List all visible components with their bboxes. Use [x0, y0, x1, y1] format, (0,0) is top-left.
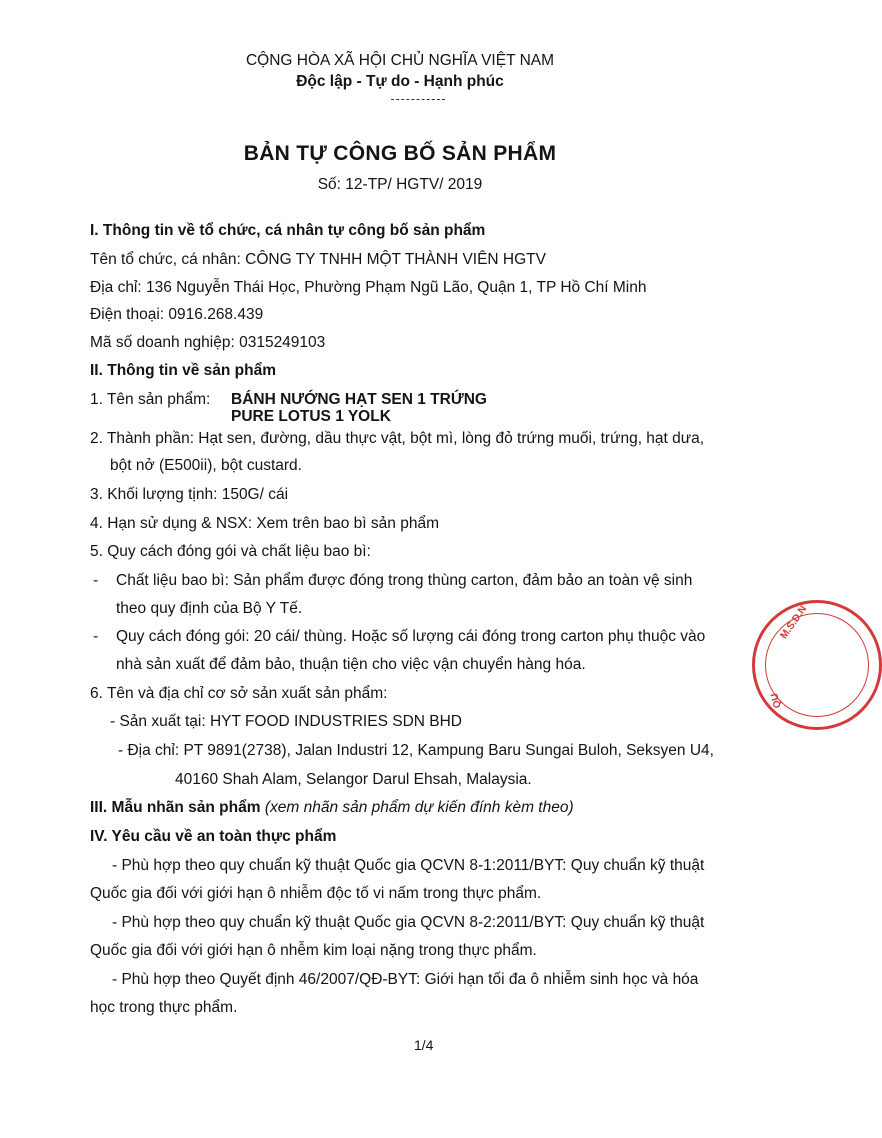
header-divider	[391, 99, 445, 100]
seal-text-top: M.S.D.N	[778, 603, 810, 642]
bullet-dash: -	[93, 628, 99, 645]
section-1-heading: I. Thông tin về tổ chức, cá nhân tự công bố sản phẩm	[90, 222, 486, 239]
national-motto: Độc lập - Tự do - Hạnh phúc	[296, 73, 504, 90]
page-number: 1/4	[414, 1037, 434, 1053]
safety-req-3-line-2: học trong thực phẩm.	[90, 999, 238, 1016]
manufacturer-heading: 6. Tên và địa chỉ cơ sở sản xuất sản phẩm:	[90, 685, 388, 702]
national-header: CỘNG HÒA XÃ HỘI CHỦ NGHĨA VIỆT NAM	[245, 52, 555, 69]
packaging-spec-line-2: nhà sản xuất để đảm bảo, thuận tiện cho việc vận chuyển hàng hóa.	[116, 656, 586, 673]
product-name-en: PURE LOTUS 1 YOLK	[231, 408, 391, 425]
safety-req-3-line-1: - Phù hợp theo Quyết định 46/2007/QĐ-BYT: Giới hạn tối đa ô nhiễm sinh học và hóa	[112, 971, 699, 988]
packaging-material-line-2: theo quy định của Bộ Y Tế.	[116, 600, 303, 617]
document-number: Số: 12-TP/ HGTV/ 2019	[317, 176, 483, 193]
ingredients-line-1: 2. Thành phần: Hạt sen, đường, dầu thực vật, bột mì, lòng đỏ trứng muối, trứng, hạt dưa,	[90, 430, 705, 447]
section-3	[90, 799, 574, 817]
org-name: Tên tổ chức, cá nhân: CÔNG TY TNHH MỘT THÀNH VIÊN HGTV	[90, 251, 546, 268]
net-weight: 3. Khối lượng tịnh: 150G/ cái	[90, 486, 289, 503]
safety-req-2-line-1: - Phù hợp theo quy chuẩn kỹ thuật Quốc gia QCVN 8-2:2011/BYT: Quy chuẩn kỹ thuật	[112, 914, 705, 931]
expiry-info: 4. Hạn sử dụng & NSX: Xem trên bao bì sản phẩm	[90, 515, 439, 532]
document-title: BẢN TỰ CÔNG BỐ SẢN PHẨM	[243, 142, 557, 165]
manufacturer-name: - Sản xuất tại: HYT FOOD INDUSTRIES SDN BHD	[110, 713, 462, 730]
product-name-label: 1. Tên sản phẩm:	[90, 391, 211, 408]
org-phone: Điện thoại: 0916.268.439	[90, 306, 264, 323]
ingredients-line-2: bột nở (E500ii), bột custard.	[110, 457, 302, 474]
manufacturer-address-line-1: - Địa chỉ: PT 9891(2738), Jalan Industri 12, Kampung Baru Sungai Buloh, Seksyen U4,	[118, 742, 714, 759]
section-2-heading: II. Thông tin về sản phẩm	[90, 362, 277, 379]
packaging-heading: 5. Quy cách đóng gói và chất liệu bao bì:	[90, 543, 371, 560]
section-3-heading: III. Mẫu nhãn sản phẩm	[90, 799, 261, 816]
packaging-material-line-1: Chất liệu bao bì: Sản phẩm được đóng trong thùng carton, đảm bảo an toàn vệ sinh	[116, 572, 693, 589]
company-seal-stamp	[752, 600, 882, 730]
section-3-note: (xem nhãn sản phẩm dự kiến đính kèm theo)	[260, 799, 574, 816]
safety-req-2-line-2: Quốc gia đối với giới hạn ô nhễm kim loại nặng trong thực phẩm.	[90, 942, 537, 959]
safety-req-1-line-1: - Phù hợp theo quy chuẩn kỹ thuật Quốc gia QCVN 8-1:2011/BYT: Quy chuẩn kỹ thuật	[112, 857, 705, 874]
manufacturer-address-line-2: 40160 Shah Alam, Selangor Darul Ehsah, Malaysia.	[175, 771, 532, 788]
packaging-spec-line-1: Quy cách đóng gói: 20 cái/ thùng. Hoặc số lượng cái đóng trong carton phụ thuộc vào	[116, 628, 706, 645]
section-4-heading: IV. Yêu cầu về an toàn thực phẩm	[90, 828, 337, 845]
org-address: Địa chỉ: 136 Nguyễn Thái Học, Phường Phạm Ngũ Lão, Quận 1, TP Hồ Chí Minh	[90, 279, 647, 296]
bullet-dash: -	[93, 572, 99, 589]
org-tax-code: Mã số doanh nghiệp: 0315249103	[90, 334, 326, 351]
safety-req-1-line-2: Quốc gia đối với giới hạn ô nhiễm độc tố vi nấm trong thực phẩm.	[90, 885, 542, 902]
seal-text-side: QU	[769, 691, 784, 710]
product-name-vi: BÁNH NƯỚNG HẠT SEN 1 TRỨNG	[231, 391, 487, 408]
